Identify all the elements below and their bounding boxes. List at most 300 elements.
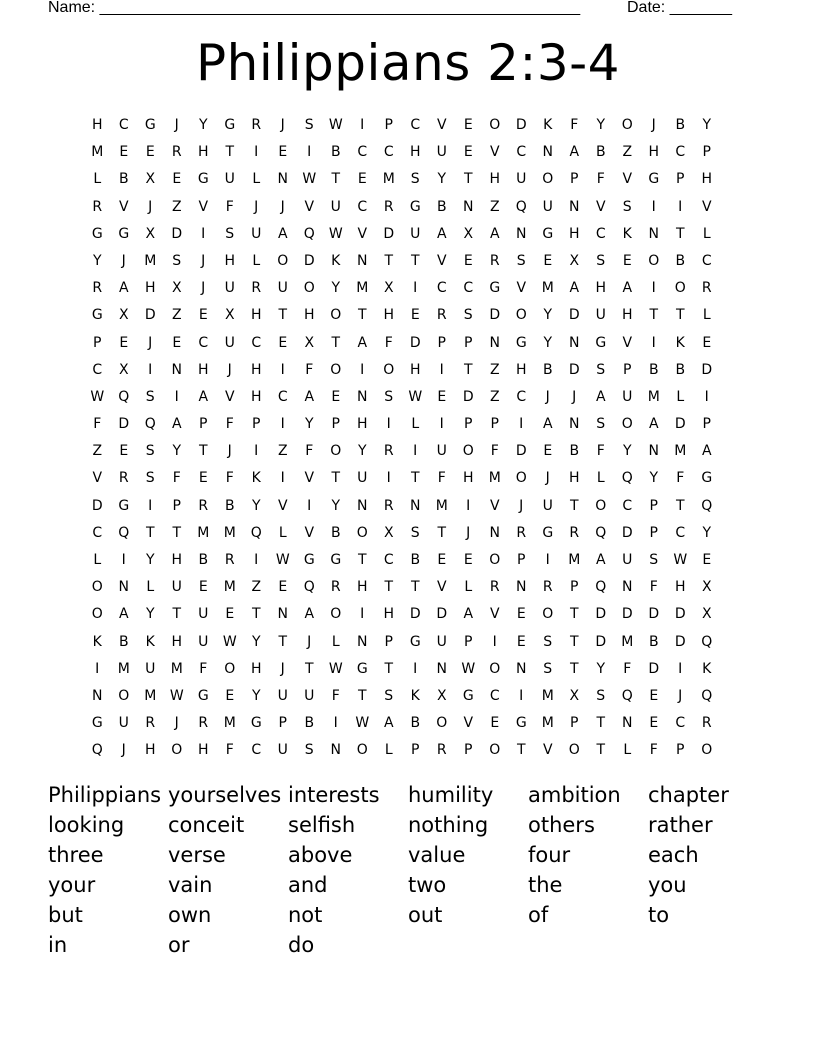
word-list-item: own <box>168 903 212 927</box>
grid-letter: D <box>462 388 474 405</box>
grid-letter: V <box>489 144 500 161</box>
grid-letter: B <box>648 361 659 378</box>
word-list-item: rather <box>648 813 713 837</box>
grid-row <box>84 710 736 737</box>
grid-letter: Z <box>171 198 182 215</box>
word-list-item: you <box>648 873 687 897</box>
grid-letter: O <box>701 742 713 759</box>
word-list-item: not <box>288 903 323 927</box>
grid-letter: N <box>463 198 474 215</box>
grid-letter: L <box>252 171 261 188</box>
grid-letter: I <box>280 361 285 378</box>
grid-letter: N <box>277 171 288 188</box>
grid-letter: X <box>304 334 315 351</box>
grid-letter: B <box>304 715 315 732</box>
grid-letter: H <box>568 225 580 242</box>
grid-letter: E <box>463 117 473 133</box>
grid-letter: D <box>674 606 686 623</box>
grid-letter: T <box>198 443 208 460</box>
grid-letter: E <box>198 470 208 487</box>
grid-letter: W <box>169 687 184 704</box>
word-list-item: ambition <box>528 783 621 807</box>
grid-letter: F <box>331 687 340 704</box>
grid-letter: H <box>674 579 686 596</box>
grid-letter: A <box>595 552 606 568</box>
grid-letter: D <box>515 443 527 460</box>
grid-letter: E <box>198 307 208 324</box>
grid-letter: L <box>411 416 420 433</box>
grid-letter: H <box>356 579 368 596</box>
grid-letter: B <box>675 252 686 269</box>
grid-letter: A <box>489 225 500 242</box>
grid-letter: A <box>542 416 553 433</box>
grid-letter: W <box>461 660 476 677</box>
grid-letter: K <box>543 117 553 133</box>
grid-letter: X <box>224 307 235 324</box>
word-list-item: verse <box>168 843 226 867</box>
grid-row <box>84 302 736 329</box>
grid-letter: T <box>463 171 473 188</box>
grid-letter: I <box>174 388 179 405</box>
grid-letter: O <box>462 443 474 460</box>
word-list-item: selfish <box>288 813 356 837</box>
grid-letter: I <box>413 660 418 677</box>
grid-letter: B <box>675 361 686 378</box>
grid-letter: E <box>198 579 208 596</box>
grid-letter: I <box>254 144 259 161</box>
grid-letter: S <box>172 252 182 269</box>
grid-letter: H <box>409 361 421 378</box>
grid-letter: N <box>622 715 633 732</box>
grid-letter: Q <box>595 524 607 541</box>
grid-letter: I <box>439 361 444 378</box>
grid-letter: C <box>118 117 129 133</box>
word-list-item: and <box>288 873 328 897</box>
grid-letter: H <box>515 361 527 378</box>
grid-letter: Q <box>621 687 633 704</box>
grid-letter: B <box>675 117 686 133</box>
grid-letter: L <box>464 579 473 596</box>
grid-letter: O <box>489 660 501 677</box>
grid-letter: L <box>702 307 711 324</box>
grid-letter: V <box>701 198 712 215</box>
grid-letter: D <box>648 606 660 623</box>
grid-letter: Q <box>303 579 315 596</box>
grid-letter: R <box>436 742 447 759</box>
grid-letter: V <box>436 579 447 596</box>
grid-letter: X <box>145 171 156 188</box>
grid-letter: Q <box>701 633 713 650</box>
grid-letter: P <box>464 334 473 351</box>
grid-letter: I <box>545 552 550 568</box>
grid-letter: V <box>304 524 315 541</box>
grid-letter: S <box>410 524 420 541</box>
grid-letter: A <box>701 443 712 460</box>
grid-letter: B <box>330 524 341 541</box>
grid-letter: P <box>278 715 287 732</box>
grid-letter: Y <box>145 552 155 568</box>
grid-letter: Q <box>144 416 156 433</box>
word-list-item: two <box>408 873 447 897</box>
grid-letter: Y <box>251 497 261 514</box>
grid-letter: O <box>674 280 686 297</box>
grid-letter: L <box>146 579 155 596</box>
grid-letter: J <box>254 198 259 215</box>
grid-letter: G <box>224 117 236 133</box>
grid-row <box>84 520 736 547</box>
grid-letter: E <box>622 252 632 269</box>
grid-letter: N <box>516 660 527 677</box>
grid-letter: B <box>410 552 421 568</box>
grid-letter: C <box>357 144 368 161</box>
grid-letter: P <box>649 497 658 514</box>
grid-letter: M <box>674 443 687 460</box>
grid-letter: K <box>675 334 685 351</box>
grid-letter: H <box>197 361 209 378</box>
grid-letter: I <box>651 334 656 351</box>
grid-letter: K <box>410 687 420 704</box>
grid-letter: F <box>676 470 685 487</box>
grid-letter: U <box>224 280 235 297</box>
grid-letter: O <box>330 606 342 623</box>
grid-letter: F <box>490 443 499 460</box>
grid-row <box>84 737 736 764</box>
grid-letter: A <box>277 225 288 242</box>
grid-letter: K <box>92 633 102 650</box>
grid-letter: B <box>436 198 447 215</box>
grid-letter: B <box>330 144 341 161</box>
grid-letter: E <box>172 171 182 188</box>
grid-letter: P <box>570 171 579 188</box>
grid-letter: R <box>330 579 341 596</box>
grid-letter: S <box>543 633 553 650</box>
grid-letter: Y <box>251 633 261 650</box>
grid-letter: R <box>198 497 209 514</box>
grid-letter: B <box>542 361 553 378</box>
grid-row <box>84 112 736 139</box>
grid-letter: H <box>621 307 633 324</box>
grid-letter: N <box>516 579 527 596</box>
grid-letter: M <box>117 660 130 677</box>
grid-letter: P <box>570 715 579 732</box>
grid-letter: C <box>675 144 686 161</box>
grid-letter: C <box>436 280 447 297</box>
grid-letter: M <box>91 144 104 161</box>
grid-letter: W <box>275 552 290 568</box>
grid-letter: Y <box>172 443 182 460</box>
grid-letter: I <box>678 198 683 215</box>
grid-letter: Z <box>489 361 500 378</box>
grid-row <box>84 465 736 492</box>
grid-letter: M <box>541 280 554 297</box>
grid-letter: D <box>409 606 421 623</box>
grid-letter: P <box>490 416 499 433</box>
grid-letter: P <box>517 552 526 568</box>
grid-letter: M <box>541 715 554 732</box>
grid-letter: W <box>328 117 343 133</box>
grid-letter: X <box>569 687 580 704</box>
grid-letter: M <box>144 252 157 269</box>
grid-letter: I <box>386 416 391 433</box>
grid-letter: J <box>121 252 126 269</box>
grid-letter: V <box>118 198 129 215</box>
grid-letter: S <box>145 388 155 405</box>
grid-letter: D <box>621 524 633 541</box>
grid-letter: T <box>172 606 182 623</box>
grid-letter: G <box>409 633 421 650</box>
grid-letter: A <box>595 388 606 405</box>
grid-letter: Y <box>649 470 659 487</box>
grid-letter: T <box>172 524 182 541</box>
grid-letter: E <box>278 334 288 351</box>
grid-letter: D <box>595 606 607 623</box>
grid-letter: O <box>277 252 289 269</box>
grid-letter: P <box>93 334 102 351</box>
grid-row <box>84 656 736 683</box>
grid-letter: H <box>568 470 580 487</box>
grid-letter: S <box>410 171 420 188</box>
grid-letter: P <box>172 497 181 514</box>
grid-letter: D <box>568 307 580 324</box>
grid-letter: U <box>145 660 156 677</box>
grid-letter: C <box>675 524 686 541</box>
grid-letter: D <box>436 606 448 623</box>
grid-letter: E <box>463 144 473 161</box>
grid-letter: D <box>515 117 527 133</box>
grid-letter: R <box>383 198 394 215</box>
grid-letter: B <box>118 633 129 650</box>
grid-letter: E <box>463 252 473 269</box>
grid-letter: F <box>305 443 314 460</box>
grid-letter: S <box>463 307 473 324</box>
grid-letter: S <box>384 388 394 405</box>
grid-letter: S <box>622 198 632 215</box>
grid-letter: E <box>225 606 235 623</box>
grid-letter: L <box>676 388 685 405</box>
grid-letter: F <box>649 579 658 596</box>
grid-letter: N <box>118 579 129 596</box>
grid-letter: P <box>199 416 208 433</box>
grid-letter: A <box>118 280 129 297</box>
word-list-item: chapter <box>648 783 729 807</box>
grid-letter: F <box>225 470 234 487</box>
grid-letter: I <box>519 416 524 433</box>
grid-letter: I <box>519 687 524 704</box>
grid-letter: O <box>330 443 342 460</box>
word-list-item: yourselves <box>168 783 282 807</box>
grid-letter: E <box>649 687 659 704</box>
grid-letter: H <box>409 144 421 161</box>
grid-letter: M <box>223 524 236 541</box>
grid-letter: I <box>360 606 365 623</box>
grid-letter: U <box>595 307 606 324</box>
grid-letter: B <box>224 497 235 514</box>
grid-letter: N <box>357 388 368 405</box>
grid-letter: N <box>569 198 580 215</box>
grid-letter: B <box>410 715 421 732</box>
grid-letter: Y <box>304 416 314 433</box>
grid-letter: J <box>174 117 179 133</box>
grid-letter: T <box>410 579 420 596</box>
grid-letter: U <box>277 687 288 704</box>
grid-letter: S <box>649 552 659 568</box>
grid-row <box>84 683 736 710</box>
grid-letter: T <box>463 361 473 378</box>
grid-letter: Y <box>331 280 341 297</box>
grid-letter: V <box>542 742 553 759</box>
grid-letter: H <box>197 144 209 161</box>
grid-letter: F <box>384 334 393 351</box>
word-list-item: or <box>168 933 190 957</box>
grid-letter: X <box>171 280 182 297</box>
grid-letter: B <box>595 144 606 161</box>
grid-letter: O <box>542 171 554 188</box>
grid-letter: E <box>278 579 288 596</box>
grid-letter: T <box>331 334 341 351</box>
grid-letter: J <box>121 742 126 759</box>
grid-letter: X <box>383 280 394 297</box>
grid-letter: H <box>144 742 156 759</box>
grid-letter: H <box>224 252 236 269</box>
grid-letter: D <box>144 307 156 324</box>
grid-letter: E <box>172 334 182 351</box>
grid-letter: T <box>357 552 367 568</box>
grid-row <box>84 221 736 248</box>
grid-letter: C <box>383 144 394 161</box>
word-list-item: to <box>648 903 670 927</box>
grid-letter: I <box>678 660 683 677</box>
grid-letter: Q <box>701 497 713 514</box>
grid-letter: A <box>463 606 474 623</box>
grid-letter: V <box>304 470 315 487</box>
grid-letter: S <box>596 361 606 378</box>
grid-letter: I <box>386 470 391 487</box>
grid-letter: S <box>225 225 235 242</box>
grid-letter: F <box>225 742 234 759</box>
grid-letter: E <box>649 715 659 732</box>
grid-letter: N <box>357 252 368 269</box>
grid-letter: L <box>93 552 102 568</box>
grid-letter: J <box>201 252 206 269</box>
grid-letter: P <box>676 171 685 188</box>
grid-letter: S <box>145 470 155 487</box>
grid-letter: U <box>357 470 368 487</box>
grid-letter: P <box>702 416 711 433</box>
grid-letter: Y <box>702 524 712 541</box>
grid-letter: L <box>278 524 287 541</box>
grid-letter: V <box>622 334 633 351</box>
grid-letter: U <box>171 579 182 596</box>
grid-letter: Y <box>596 660 606 677</box>
grid-letter: U <box>224 334 235 351</box>
grid-letter: S <box>516 252 526 269</box>
grid-letter: U <box>436 144 447 161</box>
grid-letter: N <box>569 334 580 351</box>
grid-letter: K <box>145 633 155 650</box>
grid-letter: M <box>541 687 554 704</box>
grid-letter: T <box>384 579 394 596</box>
grid-letter: X <box>118 361 129 378</box>
grid-letter: R <box>542 579 553 596</box>
grid-letter: X <box>436 687 447 704</box>
grid-letter: D <box>383 225 395 242</box>
grid-row <box>84 601 736 628</box>
grid-letter: O <box>489 552 501 568</box>
grid-letter: T <box>357 687 367 704</box>
grid-letter: R <box>251 280 262 297</box>
grid-letter: E <box>278 144 288 161</box>
grid-letter: R <box>489 252 500 269</box>
word-list-item: conceit <box>168 813 245 837</box>
grid-letter: E <box>119 334 129 351</box>
grid-letter: V <box>489 606 500 623</box>
grid-letter: C <box>489 687 500 704</box>
grid-letter: G <box>118 225 130 242</box>
grid-letter: P <box>623 361 632 378</box>
grid-letter: T <box>278 633 288 650</box>
grid-letter: K <box>331 252 341 269</box>
grid-letter: O <box>383 361 395 378</box>
grid-letter: I <box>95 660 100 677</box>
grid-letter: S <box>596 687 606 704</box>
puzzle-title: Philippians 2:3-4 <box>196 34 620 92</box>
grid-row <box>84 166 736 193</box>
grid-letter: D <box>409 334 421 351</box>
grid-row <box>84 139 736 166</box>
grid-letter: N <box>648 225 659 242</box>
grid-letter: H <box>197 742 209 759</box>
grid-letter: L <box>702 225 711 242</box>
grid-letter: N <box>489 524 500 541</box>
grid-letter: Y <box>543 307 553 324</box>
grid-letter: F <box>596 443 605 460</box>
grid-letter: H <box>250 388 262 405</box>
grid-letter: T <box>410 252 420 269</box>
grid-letter: V <box>489 497 500 514</box>
grid-letter: C <box>701 252 712 269</box>
grid-letter: L <box>623 742 632 759</box>
grid-letter: V <box>224 388 235 405</box>
grid-letter: M <box>435 497 448 514</box>
word-list-item: vain <box>168 873 213 897</box>
grid-letter: M <box>197 524 210 541</box>
word-list-item: out <box>408 903 443 927</box>
grid-letter: G <box>462 687 474 704</box>
grid-letter: I <box>466 497 471 514</box>
grid-letter: C <box>516 388 527 405</box>
word-list-item: three <box>48 843 104 867</box>
grid-letter: I <box>439 416 444 433</box>
grid-letter: E <box>331 388 341 405</box>
grid-letter: C <box>251 742 262 759</box>
grid-letter: U <box>542 198 553 215</box>
grid-letter: I <box>280 470 285 487</box>
grid-letter: O <box>224 660 236 677</box>
grid-letter: J <box>280 117 285 133</box>
grid-letter: X <box>569 252 580 269</box>
grid-letter: C <box>675 715 686 732</box>
grid-letter: D <box>303 252 315 269</box>
grid-row <box>84 357 736 384</box>
grid-letter: B <box>118 171 129 188</box>
word-list-item: others <box>528 813 595 837</box>
grid-letter: M <box>621 633 634 650</box>
grid-letter: I <box>492 633 497 650</box>
grid-letter: Z <box>251 579 262 596</box>
grid-letter: I <box>651 280 656 297</box>
grid-letter: J <box>227 361 232 378</box>
word-list-item: do <box>288 933 315 957</box>
